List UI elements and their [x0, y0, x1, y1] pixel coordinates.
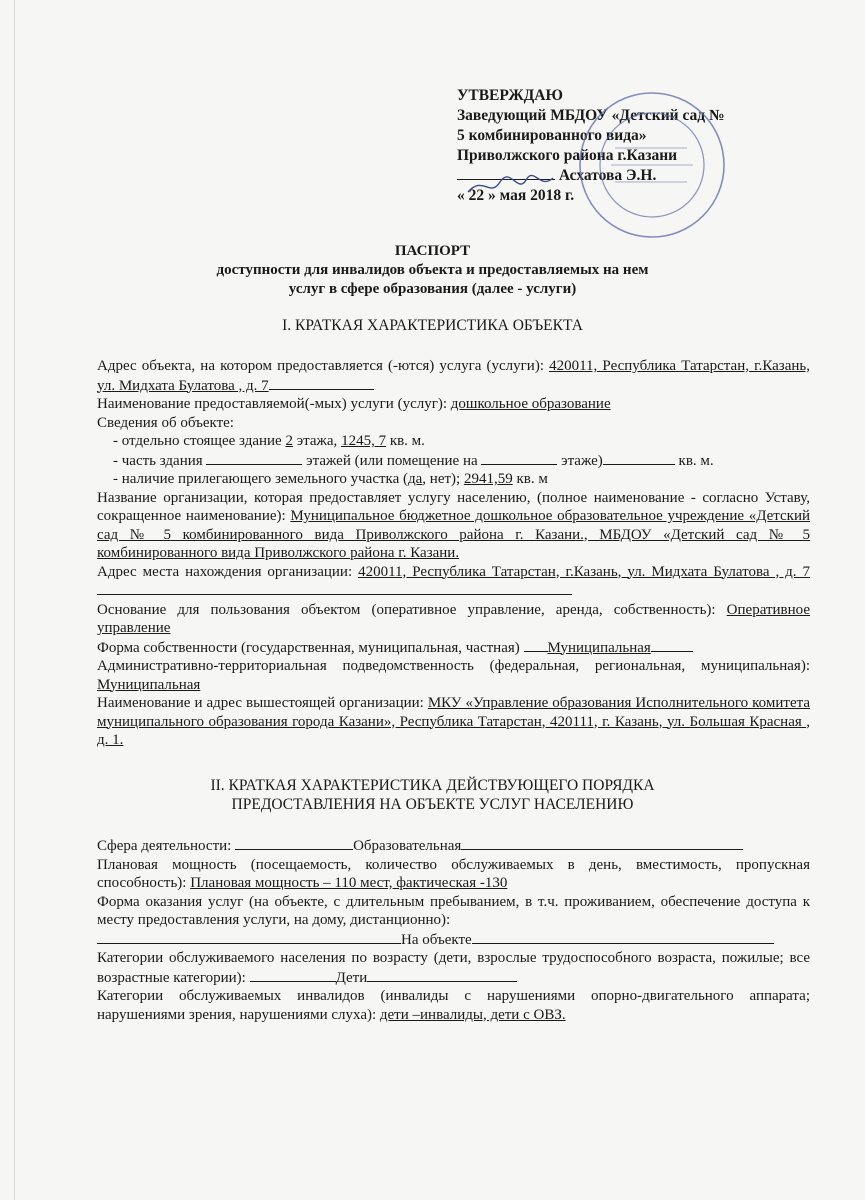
organization-address-value: 420011, Республика Татарстан, г.Казань, ул. Мидхата Булатова , д. 7	[358, 563, 810, 580]
scan-edge	[14, 0, 15, 1200]
approval-date: « 22 » мая 2018 г.	[457, 187, 575, 204]
disabled-categories-value: дети –инвалиды, дети с ОВЗ.	[379, 1006, 566, 1023]
service-form-line	[97, 930, 810, 950]
approval-position-3: Приволжского района г.Казани	[457, 147, 678, 164]
document-title	[0, 242, 865, 299]
usage-basis-value: Оперативное управление	[97, 601, 810, 636]
ownership-form-value: Муниципальная	[547, 639, 651, 656]
approval-position-2: 5 комбинированного вида»	[457, 127, 647, 144]
activity-sphere-value: Образовательная	[353, 838, 462, 854]
population-categories-value: Дети	[335, 969, 368, 986]
planned-capacity-value: Плановая мощность – 110 мест, фактическая -130	[190, 875, 508, 891]
service-form: Форма оказания услуг (на объекте, с длительным пребыванием, в т.ч. проживанием, обеспечение доступа к месту предоставления услуги, на дому, дистанционно):	[97, 893, 810, 928]
administrative-subordination: Административно-территориальная подведомственность (федеральная, региональная, муниципальная): Муниципальная	[97, 658, 810, 693]
activity-sphere: Сфера деятельности: Образовательная	[97, 836, 810, 856]
service-name: Наименование предоставляемой(-мых) услуги (услуг): дошкольное образование	[97, 396, 611, 412]
service-name-value: дошкольное образование	[450, 396, 611, 412]
object-address-value: 420011, Республика Татарстан, г.Казань, ул. Мидхата Булатова , д. 7	[97, 358, 810, 394]
official-stamp-icon	[575, 88, 730, 243]
section-2-heading: II. КРАТКАЯ ХАРАКТЕРИСТИКА ДЕЙСТВУЮЩЕГО ПОРЯДКА ПРЕДОСТАВЛЕНИЯ НА ОБЪЕКТЕ УСЛУГ НАСЕЛЕНИЮ	[210, 777, 655, 813]
organization-name-value: Муниципальное бюджетное дошкольное образовательное учреждение «Детский сад № 5 комбинированного вида Приволжского района г. Казани., МБДОУ «Детский сад № 5 комбинированного вида Приволжского района г. Казани.	[97, 508, 811, 561]
parent-organization: Наименование и адрес вышестоящей организации: МКУ «Управление образования Исполнительного комитета муниципального образования города Казани», Республика Татарстан, 420111, г. Казань, ул. Большая Красная , д. 1.	[97, 695, 810, 748]
land-info: - наличие прилегающего земельного участка (да, нет); 2941,59 кв. м	[113, 471, 548, 487]
signature-icon	[458, 170, 558, 200]
title-line-3: услуг в сфере образования (далее - услуги)	[288, 281, 577, 297]
approval-heading: УТВЕРЖДАЮ	[457, 87, 563, 104]
section-2-body	[97, 836, 810, 1024]
usage-basis: Основание для пользования объектом (оперативное управление, аренда, собственность): Оперативное управление	[97, 601, 810, 636]
building-part-info: - часть здания этажей (или помещение на этаже) кв. м.	[113, 452, 714, 469]
administrative-subordination-value: Муниципальная	[97, 676, 201, 693]
organization-name: Название организации, которая предоставляет услугу населению, (полное наименование - согласно Уставу, сокращенное наименование): Муниципальное бюджетное дошкольное образовательное учреждение «Детский сад № 5 комбинированного вида Приволжского района г. Казани., МБДОУ «Детский сад № 5 комбинированного вида Приволжского района г. Казани.	[97, 489, 811, 561]
section-1-heading: I. КРАТКАЯ ХАРАКТЕРИСТИКА ОБЪЕКТА	[282, 317, 583, 334]
parent-organization-value: МКУ «Управление образования Исполнительного комитета муниципального образования города Казани», Республика Татарстан, 420111, г. Казань, ул. Большая Красная , д. 1.	[97, 695, 810, 748]
title-line-1: ПАСПОРТ	[394, 243, 471, 259]
section-1-body	[97, 357, 810, 750]
approval-signatory: Асхатова Э.Н.	[558, 167, 657, 184]
service-form-value: На объекте	[401, 931, 472, 948]
ownership-form: Форма собственности (государственная, муниципальная, частная) Муниципальная	[97, 638, 810, 658]
object-info-label: Сведения об объекте:	[97, 414, 234, 431]
building-info: - отдельно стоящее здание 2 этажа, 1245, 7 кв. м.	[113, 433, 425, 449]
organization-address: Адрес места нахождения организации: 420011, Республика Татарстан, г.Казань, ул. Мидхата Булатова , д. 7	[97, 563, 810, 601]
population-categories: Категории обслуживаемого населения по возрасту (дети, взрослые трудоспособного возраста, пожилые; все возрастные категории): Дети	[97, 950, 810, 986]
title-line-2: доступности для инвалидов объекта и предоставляемых на нем	[216, 262, 649, 278]
approval-position-1: Заведующий МБДОУ «Детский сад №	[457, 107, 725, 124]
object-address: Адрес объекта, на котором предоставляется (-ются) услуга (услуги): 420011, Республика Татарстан, г.Казань, ул. Мидхата Булатова , д. 7	[97, 358, 810, 394]
planned-capacity: Плановая мощность (посещаемость, количество обслуживаемых в день, вместимость, пропускная способность): Плановая мощность – 110 мест, фактическая -130	[97, 856, 810, 891]
disabled-categories: Категории обслуживаемых инвалидов (инвалиды с нарушениями опорно-двигательного аппарата; нарушениями зрения, нарушениями слуха): дети –инвалиды, дети с ОВЗ.	[97, 988, 810, 1023]
